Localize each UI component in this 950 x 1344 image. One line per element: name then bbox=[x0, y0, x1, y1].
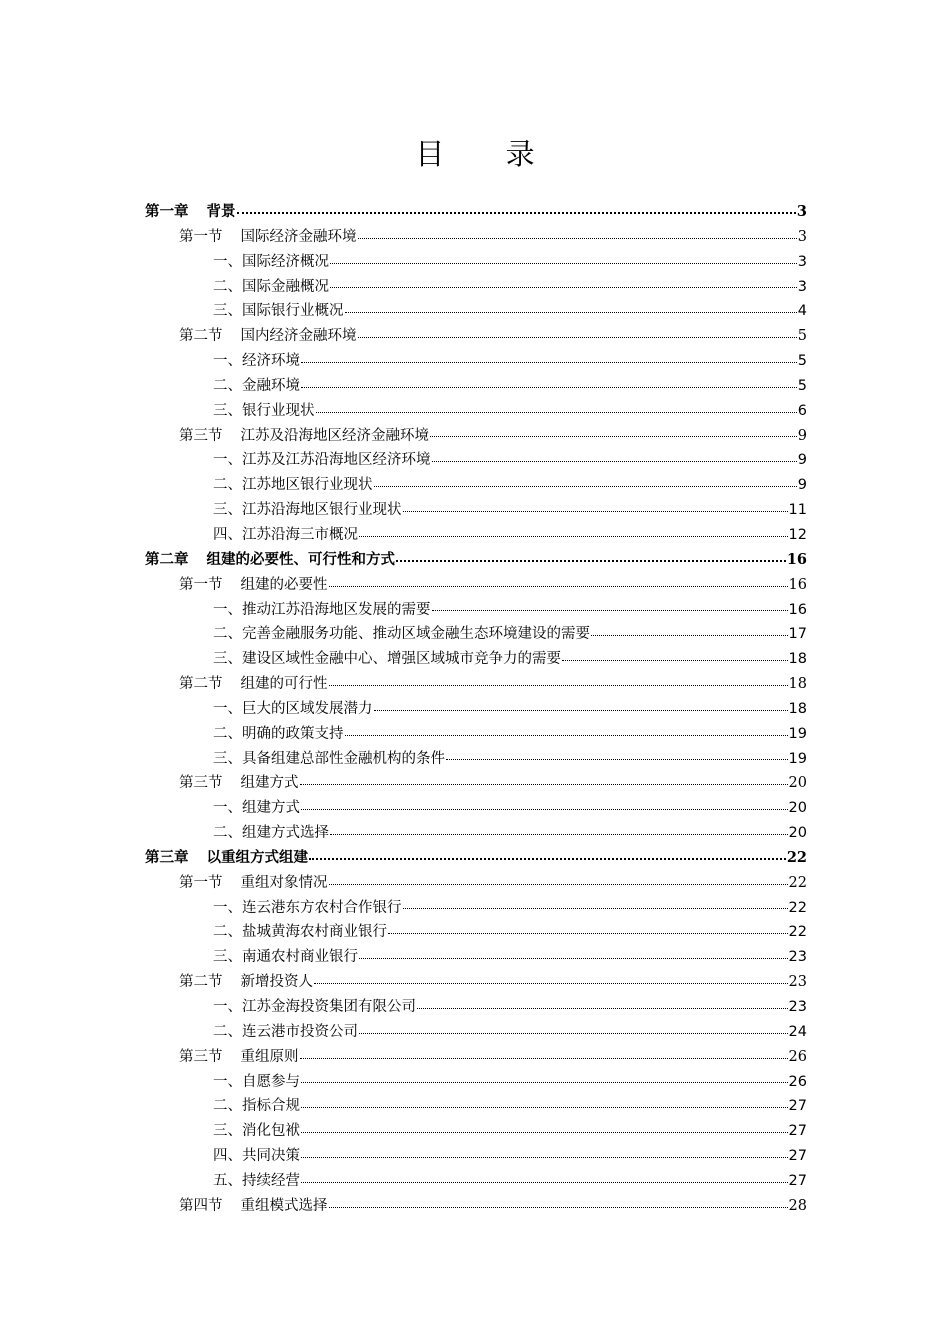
dot-leader bbox=[345, 312, 797, 313]
toc-page-number: 20 bbox=[788, 800, 807, 817]
dot-leader bbox=[432, 461, 797, 462]
toc-entry-label bbox=[213, 995, 416, 1020]
toc-entry-label bbox=[179, 970, 313, 995]
toc-entry-text: 二、江苏地区银行业现状 bbox=[213, 477, 373, 494]
toc-entry-label bbox=[213, 598, 431, 623]
dot-leader bbox=[330, 263, 797, 264]
dot-leader bbox=[359, 536, 788, 537]
dot-leader bbox=[300, 784, 788, 785]
dot-leader bbox=[301, 1132, 788, 1133]
toc-section[interactable] bbox=[145, 1194, 807, 1219]
toc-page-number: 17 bbox=[788, 626, 807, 643]
toc-entry-label bbox=[179, 424, 429, 449]
toc-entry-label bbox=[213, 374, 300, 399]
toc-page-number: 19 bbox=[788, 750, 807, 767]
toc-entry-label bbox=[213, 821, 329, 846]
dot-leader bbox=[301, 1107, 788, 1108]
toc-page-number: 22 bbox=[788, 924, 807, 941]
toc-entry-label bbox=[213, 647, 561, 672]
toc-chapter[interactable] bbox=[145, 548, 807, 573]
toc-page-number: 9 bbox=[797, 452, 807, 469]
toc-page-number: 3 bbox=[797, 278, 807, 295]
dot-leader bbox=[359, 1033, 788, 1034]
toc-entry-label bbox=[179, 225, 357, 250]
toc-entry-label bbox=[179, 771, 299, 796]
toc-page-number: 16 bbox=[786, 550, 807, 568]
toc-entry-text: 一、推动江苏沿海地区发展的需要 bbox=[213, 601, 431, 618]
toc-page-number: 6 bbox=[797, 402, 807, 419]
toc-entry-label bbox=[213, 896, 402, 921]
toc-entry-label bbox=[213, 275, 329, 300]
toc-page-number: 26 bbox=[788, 1073, 807, 1090]
toc-entry-label bbox=[213, 1094, 300, 1119]
toc-entry-label bbox=[213, 796, 300, 821]
toc-entry-text: 二、组建方式选择 bbox=[213, 825, 329, 842]
toc-entry-number: 第二节 bbox=[179, 328, 223, 345]
toc-page-number: 20 bbox=[788, 825, 807, 842]
dot-leader bbox=[345, 735, 788, 736]
toc-subsection[interactable] bbox=[145, 448, 807, 473]
toc-entry-label bbox=[213, 523, 358, 548]
toc-page-number: 4 bbox=[797, 303, 807, 320]
toc-entry-text: 一、经济环境 bbox=[213, 353, 300, 370]
toc-entry-text: 背景 bbox=[206, 203, 236, 220]
toc-entry-text: 一、巨大的区域发展潜力 bbox=[213, 700, 373, 717]
dot-leader bbox=[396, 560, 786, 562]
toc-entry-number: 第一节 bbox=[179, 874, 223, 891]
dot-leader bbox=[301, 1182, 788, 1183]
toc-entry-text: 三、国际银行业概况 bbox=[213, 303, 344, 320]
toc-section[interactable] bbox=[145, 970, 807, 995]
toc-page-number: 3 bbox=[797, 228, 807, 245]
toc-page-number: 27 bbox=[788, 1123, 807, 1140]
toc-entry-text: 组建的必要性、可行性和方式 bbox=[206, 550, 395, 568]
toc-entry-label bbox=[213, 1144, 300, 1169]
dot-leader bbox=[358, 238, 797, 239]
toc-entry-text: 二、完善金融服务功能、推动区域金融生态环境建设的需要 bbox=[213, 626, 590, 643]
dot-leader bbox=[374, 486, 797, 487]
toc-subsection[interactable] bbox=[145, 945, 807, 970]
toc-entry-text: 以重组方式组建 bbox=[206, 848, 308, 866]
toc-entry-text: 重组对象情况 bbox=[240, 874, 328, 891]
toc-entry-number: 第三节 bbox=[179, 427, 223, 444]
dot-leader bbox=[300, 1058, 788, 1059]
toc-page-number: 5 bbox=[797, 353, 807, 370]
toc-entry-number: 第一节 bbox=[179, 228, 223, 245]
toc-chapter[interactable] bbox=[145, 846, 807, 871]
toc-entry-text: 重组原则 bbox=[240, 1048, 299, 1065]
toc-subsection[interactable] bbox=[145, 1144, 807, 1169]
toc-entry-number: 第三章 bbox=[145, 848, 189, 866]
toc-page-number: 23 bbox=[788, 949, 807, 966]
dot-leader bbox=[329, 685, 788, 686]
dot-leader bbox=[329, 586, 788, 587]
toc-entry-text: 组建方式 bbox=[240, 775, 299, 792]
dot-leader bbox=[329, 884, 788, 885]
dot-leader bbox=[403, 511, 788, 512]
dot-leader bbox=[329, 1207, 788, 1208]
dot-leader bbox=[359, 958, 788, 959]
toc-page-number: 27 bbox=[788, 1148, 807, 1165]
toc-page-number: 18 bbox=[788, 651, 807, 668]
toc-page-number: 28 bbox=[788, 1197, 807, 1214]
dot-leader bbox=[301, 387, 797, 388]
toc-entry-text: 三、银行业现状 bbox=[213, 402, 315, 419]
toc-section[interactable] bbox=[145, 871, 807, 896]
toc-entry-label bbox=[213, 622, 590, 647]
toc-entry-label bbox=[213, 299, 344, 324]
toc-subsection[interactable] bbox=[145, 374, 807, 399]
toc-subsection[interactable] bbox=[145, 747, 807, 772]
toc-page-number: 22 bbox=[788, 899, 807, 916]
toc-subsection[interactable] bbox=[145, 598, 807, 623]
toc-entry-label bbox=[145, 548, 395, 573]
dot-leader bbox=[591, 635, 788, 636]
toc-entry-text: 一、组建方式 bbox=[213, 800, 300, 817]
toc-page-number: 11 bbox=[788, 502, 807, 519]
toc-entry-number: 第一章 bbox=[145, 203, 189, 220]
toc-entry-label bbox=[179, 324, 357, 349]
toc-subsection[interactable] bbox=[145, 796, 807, 821]
toc-subsection[interactable] bbox=[145, 399, 807, 424]
toc-page-number: 16 bbox=[788, 576, 807, 593]
toc-entry-text: 江苏及沿海地区经济金融环境 bbox=[240, 427, 429, 444]
toc-section[interactable] bbox=[145, 573, 807, 598]
toc-entry-text: 重组模式选择 bbox=[240, 1197, 328, 1214]
dot-leader bbox=[330, 834, 788, 835]
toc-subsection[interactable] bbox=[145, 622, 807, 647]
toc-entry-number: 第四节 bbox=[179, 1197, 223, 1214]
table-of-contents bbox=[145, 200, 807, 1219]
dot-leader bbox=[237, 212, 796, 214]
toc-entry-text: 二、国际金融概况 bbox=[213, 278, 329, 295]
toc-subsection[interactable] bbox=[145, 349, 807, 374]
toc-entry-text: 组建的可行性 bbox=[240, 676, 328, 693]
toc-entry-number: 第二章 bbox=[145, 550, 189, 568]
toc-page-number: 16 bbox=[788, 601, 807, 618]
toc-entry-label bbox=[213, 498, 402, 523]
toc-entry-text: 五、持续经营 bbox=[213, 1172, 300, 1189]
toc-entry-text: 一、国际经济概况 bbox=[213, 253, 329, 270]
toc-subsection[interactable] bbox=[145, 523, 807, 548]
toc-entry-number: 第二节 bbox=[179, 974, 223, 991]
toc-subsection[interactable] bbox=[145, 299, 807, 324]
toc-entry-text: 一、连云港东方农村合作银行 bbox=[213, 899, 402, 916]
dot-leader bbox=[301, 1157, 788, 1158]
dot-leader bbox=[403, 908, 788, 909]
toc-subsection[interactable] bbox=[145, 1094, 807, 1119]
toc-subsection[interactable] bbox=[145, 1020, 807, 1045]
toc-entry-label bbox=[213, 1119, 300, 1144]
dot-leader bbox=[430, 436, 797, 437]
toc-chapter[interactable] bbox=[145, 200, 807, 225]
toc-entry-label bbox=[213, 945, 358, 970]
toc-page-number: 19 bbox=[788, 725, 807, 742]
toc-page-number: 27 bbox=[788, 1172, 807, 1189]
toc-subsection[interactable] bbox=[145, 1119, 807, 1144]
toc-subsection[interactable] bbox=[145, 995, 807, 1020]
page-title: 目 录 bbox=[415, 137, 561, 171]
toc-page-number: 3 bbox=[796, 203, 807, 220]
toc-section[interactable] bbox=[145, 324, 807, 349]
toc-entry-text: 四、江苏沿海三市概况 bbox=[213, 526, 358, 543]
toc-entry-label bbox=[179, 672, 328, 697]
toc-subsection[interactable] bbox=[145, 896, 807, 921]
toc-entry-label bbox=[213, 920, 387, 945]
toc-subsection[interactable] bbox=[145, 1070, 807, 1095]
toc-page-number: 5 bbox=[797, 328, 807, 345]
toc-entry-number: 第二节 bbox=[179, 676, 223, 693]
toc-entry-text: 三、具备组建总部性金融机构的条件 bbox=[213, 750, 445, 767]
toc-page-number: 22 bbox=[786, 848, 807, 866]
toc-subsection[interactable] bbox=[145, 473, 807, 498]
dot-leader bbox=[301, 1082, 788, 1083]
toc-entry-label bbox=[213, 1070, 300, 1095]
toc-subsection[interactable] bbox=[145, 250, 807, 275]
dot-leader bbox=[417, 1008, 788, 1009]
toc-section[interactable] bbox=[145, 1045, 807, 1070]
toc-entry-label bbox=[213, 473, 373, 498]
toc-page-number: 24 bbox=[788, 1023, 807, 1040]
toc-subsection[interactable] bbox=[145, 498, 807, 523]
dot-leader bbox=[309, 858, 786, 860]
toc-entry-number: 第三节 bbox=[179, 1048, 223, 1065]
dot-leader bbox=[432, 610, 788, 611]
toc-page-number: 26 bbox=[788, 1048, 807, 1065]
toc-page-number: 5 bbox=[797, 377, 807, 394]
dot-leader bbox=[374, 710, 788, 711]
toc-page-number: 9 bbox=[797, 427, 807, 444]
toc-entry-text: 国际经济金融环境 bbox=[240, 228, 357, 245]
toc-entry-label bbox=[213, 1020, 358, 1045]
toc-entry-text: 一、自愿参与 bbox=[213, 1073, 300, 1090]
toc-entry-text: 三、建设区域性金融中心、增强区域城市竞争力的需要 bbox=[213, 651, 561, 668]
toc-entry-text: 二、金融环境 bbox=[213, 377, 300, 394]
toc-entry-label bbox=[213, 697, 373, 722]
toc-entry-text: 二、连云港市投资公司 bbox=[213, 1023, 358, 1040]
toc-page-number: 18 bbox=[788, 676, 807, 693]
dot-leader bbox=[314, 983, 788, 984]
toc-subsection[interactable] bbox=[145, 821, 807, 846]
toc-entry-label bbox=[213, 448, 431, 473]
toc-page-number: 18 bbox=[788, 700, 807, 717]
toc-subsection[interactable] bbox=[145, 697, 807, 722]
toc-subsection[interactable] bbox=[145, 275, 807, 300]
toc-entry-text: 三、消化包袱 bbox=[213, 1123, 300, 1140]
toc-entry-text: 三、江苏沿海地区银行业现状 bbox=[213, 502, 402, 519]
toc-subsection[interactable] bbox=[145, 920, 807, 945]
toc-entry-text: 一、江苏金海投资集团有限公司 bbox=[213, 999, 416, 1015]
toc-entry-text: 二、盐城黄海农村商业银行 bbox=[213, 924, 387, 941]
toc-page-number: 9 bbox=[797, 477, 807, 494]
toc-page-number: 27 bbox=[788, 1098, 807, 1115]
dot-leader bbox=[301, 809, 788, 810]
toc-entry-text: 一、江苏及江苏沿海地区经济环境 bbox=[213, 452, 431, 469]
toc-entry-text: 四、共同决策 bbox=[213, 1148, 300, 1165]
toc-entry-label bbox=[213, 399, 315, 424]
toc-entry-label bbox=[179, 871, 328, 896]
toc-entry-text: 国内经济金融环境 bbox=[240, 328, 357, 345]
toc-entry-label bbox=[213, 250, 329, 275]
toc-entry-text: 二、明确的政策支持 bbox=[213, 725, 344, 742]
toc-entry-label bbox=[179, 573, 328, 598]
toc-section[interactable] bbox=[145, 672, 807, 697]
toc-page-number: 12 bbox=[788, 526, 807, 543]
toc-entry-label bbox=[213, 747, 445, 772]
toc-page-number: 20 bbox=[788, 775, 807, 792]
dot-leader bbox=[446, 759, 788, 760]
toc-entry-text: 二、指标合规 bbox=[213, 1098, 300, 1115]
toc-entry-number: 第三节 bbox=[179, 775, 223, 792]
dot-leader bbox=[388, 933, 788, 934]
toc-entry-label bbox=[179, 1194, 328, 1219]
toc-entry-label bbox=[145, 200, 236, 225]
toc-page-number: 23 bbox=[788, 999, 807, 1015]
toc-subsection[interactable] bbox=[145, 722, 807, 747]
dot-leader bbox=[562, 660, 788, 661]
toc-entry-text: 组建的必要性 bbox=[240, 576, 328, 593]
dot-leader bbox=[330, 287, 797, 288]
toc-subsection[interactable] bbox=[145, 647, 807, 672]
toc-entry-label bbox=[145, 846, 308, 871]
toc-page-number: 3 bbox=[797, 253, 807, 270]
dot-leader bbox=[358, 337, 797, 338]
toc-section[interactable] bbox=[145, 424, 807, 449]
toc-subsection[interactable] bbox=[145, 1169, 807, 1194]
toc-entry-text: 三、南通农村商业银行 bbox=[213, 949, 358, 966]
dot-leader bbox=[301, 362, 797, 363]
toc-page-number: 23 bbox=[788, 974, 807, 991]
toc-page-number: 22 bbox=[788, 874, 807, 891]
toc-entry-number: 第一节 bbox=[179, 576, 223, 593]
dot-leader bbox=[316, 412, 797, 413]
toc-entry-label bbox=[179, 1045, 299, 1070]
toc-section[interactable] bbox=[145, 771, 807, 796]
toc-entry-label bbox=[213, 722, 344, 747]
toc-entry-label bbox=[213, 349, 300, 374]
toc-entry-label bbox=[213, 1169, 300, 1194]
toc-entry-text: 新增投资人 bbox=[240, 974, 313, 991]
toc-section[interactable] bbox=[145, 225, 807, 250]
